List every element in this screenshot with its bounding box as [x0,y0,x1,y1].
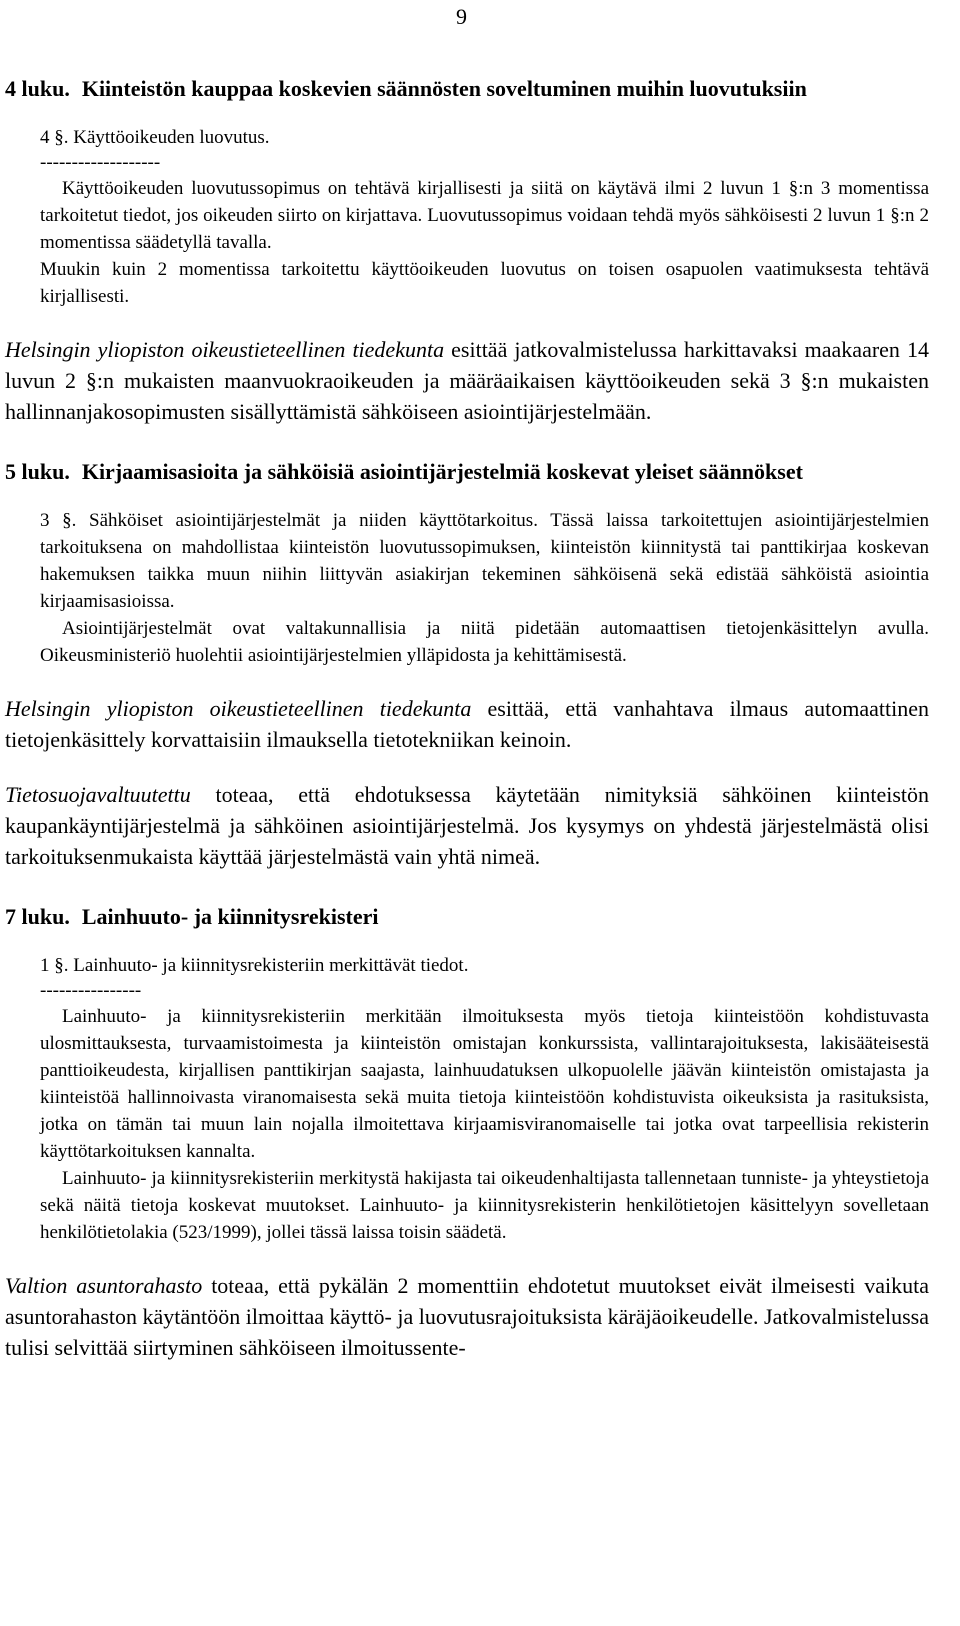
statute-paragraph: Lainhuuto- ja kiinnitysrekisteriin merkitystä hakijasta tai oikeudenhaltijasta tallennetaan tunniste- ja yhteystietoja sekä näitä tietoja koskevat muutokset. Lainhuuto- ja kiinnitysrekisterin henkilötietojen käsittelyyn sovelletaan henkilötietolakia (523/1999), jollei tässä laissa toisin säädetä. [40,1168,929,1243]
comment-paragraph: Helsingin yliopiston oikeustieteellinen tiedekunta esittää jatkovalmistelussa harkittavaksi maakaaren 14 luvun 2 §:n mukaisten maanvuokraoikeuden ja määräaikaisen käyttöoikeuden sekä 3 §:n mukaisten hallinnanjakosopimusten sisällyttämistä sähköiseen asiointijärjestelmään. [5,337,929,424]
section-separator: ------------------- [40,152,161,173]
section-1-heading: 1 §. Lainhuuto- ja kiinnitysrekisteriin merkittävät tiedot. [40,955,469,976]
statute-paragraph: Asiointijärjestelmät ovat valtakunnallisia ja niitä pidetään automaattisen tietojenkäsittelyn avulla. Oikeusministeriö huolehtii asiointijärjestelmien ylläpidosta ja kehittämisestä. [40,618,929,666]
commenter-name: Helsingin yliopiston oikeustieteellinen tiedekunta [5,696,472,721]
chapter-5-heading: 5 luku. Kirjaamisasioita ja sähköisiä asiointijärjestelmiä koskevat yleiset säännökset [5,459,803,484]
section-separator: ---------------- [40,980,142,1001]
statute-paragraph: Käyttöoikeuden luovutussopimus on tehtävä kirjallisesti ja siitä on käytävä ilmi 2 luvun 1 §:n 3 momentissa tarkoitetut tiedot, jos oikeuden siirto on kirjattava. Luovutussopimus voidaan tehdä myös sähköisesti 2 luvun 1 §:n 2 momentissa säädetyllä tavalla. [40,178,929,253]
statute-paragraph: Lainhuuto- ja kiinnitysrekisteriin merkitään ilmoituksesta myös tietoja kiinteistöön kohdistuvasta ulosmittauksesta, turvaamistoimesta ja kiinteistön omistajan konkurssista, vallintarajoituksesta, lakisääteisestä panttioikeudesta, kirjallisen panttikirjan saajasta, lainhuudatuksen ulkopuolelle jäävän kiinteistön omistajasta ja kiinteistöä hallinnoivasta viranomaisesta sekä muita tietoja kiinteistöön kohdistuvista oikeuksista ja rasituksista, jotka on tämän tai muun lain nojalla ilmoitettava kirjaamisviranomaiselle tai jotka ovat tarpeellisia rekisterin käyttötarkoituksen kannalta. [40,1006,929,1162]
page-number: 9 [456,4,467,29]
commenter-name: Tietosuojavaltuutettu [5,782,191,807]
comment-paragraph: Valtion asuntorahasto toteaa, että pykälän 2 momenttiin ehdotetut muutokset eivät ilmeisesti vaikuta asuntorahaston käytäntöön ilmoittaa käyttö- ja luovutusrajoituksista käräjäoikeudelle. Jatkovalmistelussa tulisi selvittää siirtyminen sähköiseen ilmoitussente- [5,1273,930,1360]
comment-paragraph: Helsingin yliopiston oikeustieteellinen tiedekunta esittää, että vanhahtava ilmaus automaattinen tietojenkäsittely korvattaisiin ilmauksella tietotekniikan keinoin. [5,696,929,752]
chapter-4-heading: 4 luku. Kiinteistön kauppaa koskevien säännösten soveltuminen muihin luovutuksiin [5,76,807,101]
commenter-name: Helsingin yliopiston oikeustieteellinen tiedekunta [5,337,445,362]
chapter-7-heading: 7 luku. Lainhuuto- ja kiinnitysrekisteri [5,904,379,929]
section-4-heading: 4 §. Käyttöoikeuden luovutus. [40,127,270,148]
document-body [5,74,929,1363]
statute-paragraph: 3 §. Sähköiset asiointijärjestelmät ja niiden käyttötarkoitus. Tässä laissa tarkoitettujen asiointijärjestelmien tarkoituksena on mahdollistaa kiinteistön luovutussopimuksen, kiinteistön kiinnitystä tai panttikirjaa koskevan hakemuksen taikka muun niihin liittyvän asiakirjan tekeminen sähköisenä sekä edistää sähköistä asiointia kirjaamisasioissa. [40,510,929,612]
comment-paragraph: Tietosuojavaltuutettu toteaa, että ehdotuksessa käytetään nimityksiä sähköinen kiinteistön kaupankäyntijärjestelmä ja sähköinen asiointijärjestelmä. Jos kysymys on yhdestä järjestelmästä olisi tarkoituksenmukaista käyttää järjestelmästä vain yhtä nimeä. [5,782,930,869]
commenter-name: Valtion asuntorahasto [5,1273,203,1298]
statute-paragraph: Muukin kuin 2 momentissa tarkoitettu käyttöoikeuden luovutus on toisen osapuolen vaatimuksesta tehtävä kirjallisesti. [40,259,929,307]
